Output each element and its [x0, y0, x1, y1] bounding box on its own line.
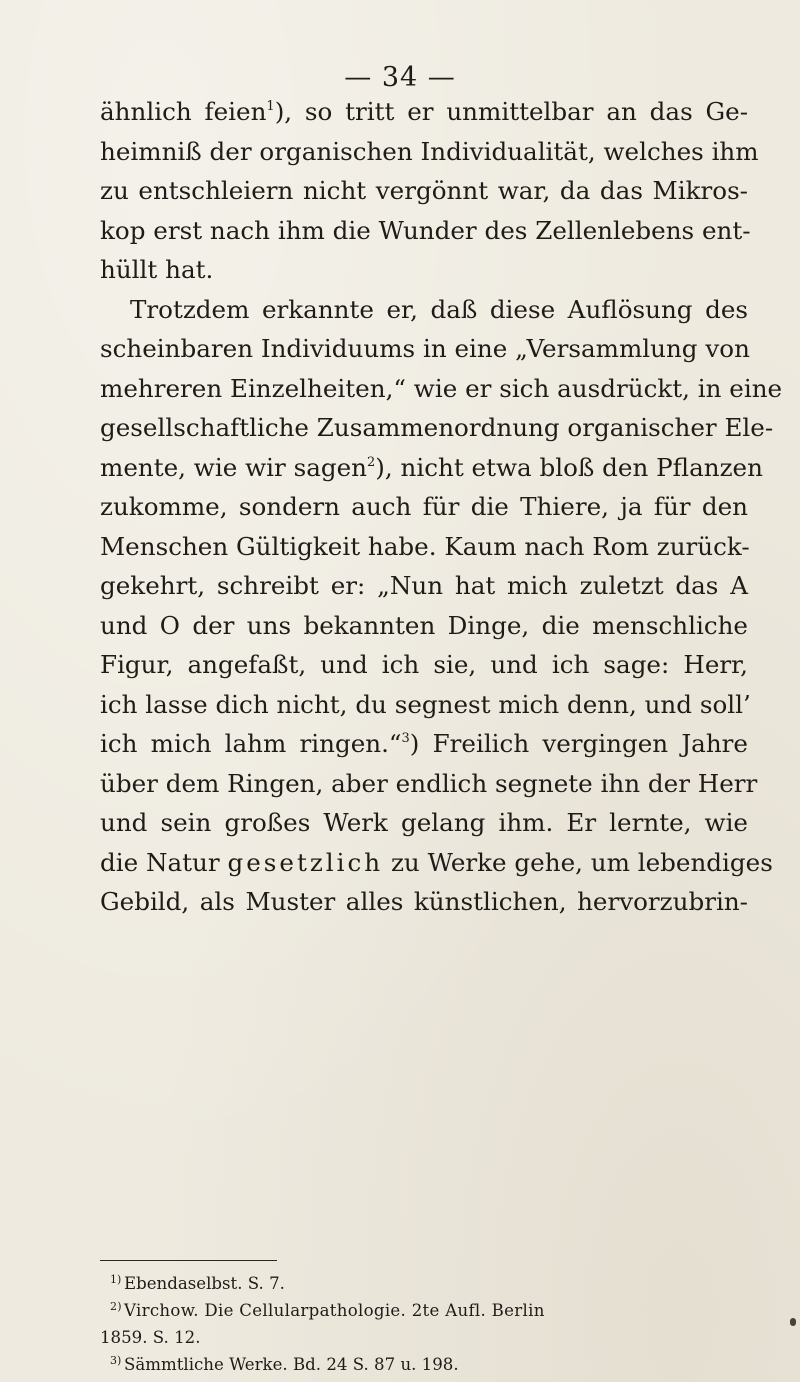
- text-line: gekehrt, schreibt er: „Nun hat mich zuletzt das A: [100, 571, 748, 600]
- text-line: ich mich lahm ringen.“$^3$) Freilich vergingen Jahre: [100, 729, 748, 758]
- text-line: Gebild, als Muster alles künstlichen, hervorzubrin-: [100, 887, 748, 916]
- page-number-header: — 34 —: [344, 62, 456, 93]
- footnote-item: 3) Sämmtliche Werke. Bd. 24 S. 87 u. 198.: [110, 1354, 459, 1374]
- footnote-ref: 1: [266, 99, 275, 114]
- footnote-ref: 2: [367, 454, 376, 470]
- footnote-ref: 3: [401, 731, 410, 746]
- text-line: hüllt hat.: [100, 255, 214, 284]
- text-line: und sein großes Werk gelang ihm. Er lernte, wie: [100, 808, 748, 837]
- footnote-divider: [100, 1260, 277, 1261]
- text-line: Trotzdem erkannte er, daß diese Auflösung des: [130, 294, 748, 324]
- text-line: mente, wie wir sagen$^2$), nicht etwa bloß den Pflanzen: [100, 452, 763, 482]
- text-line: zu entschleiern nicht vergönnt war, da das Mikros-: [100, 176, 748, 205]
- text-line: über dem Ringen, aber endlich segnete ihn der Herr: [100, 768, 758, 798]
- text-line: Menschen Gültigkeit habe. Kaum nach Rom zurück-: [100, 531, 750, 561]
- emphasized-word: gesetzlich: [227, 847, 384, 877]
- text-line: und O der uns bekannten Dinge, die menschliche: [100, 610, 748, 640]
- text-line: Figur, angefaßt, und ich sie, und ich sage: Herr,: [100, 650, 748, 679]
- print-speck: [790, 1318, 796, 1326]
- text-line: ich lasse dich nicht, du segnest mich denn, und soll’: [100, 689, 751, 719]
- text-line: gesellschaftliche Zusammenordnung organischer Ele-: [100, 413, 774, 442]
- main-text: [100, 92, 783, 922]
- text-line: die Natur gesetzlich zu Werke gehe, um lebendiges: [100, 847, 773, 877]
- footnote-item: 1) Ebendaselbst. S. 7.: [110, 1273, 285, 1293]
- text-line: scheinbaren Individuums in eine „Versammlung von: [100, 334, 750, 363]
- text-line: mehreren Einzelheiten,“ wie er sich ausdrückt, in eine: [100, 373, 783, 403]
- footnote-item: 2) Virchow. Die Cellularpathologie. 2te Aufl. Berlin: [110, 1300, 545, 1320]
- footnotes: [100, 1270, 748, 1378]
- footnote-continuation: 1859. S. 12.: [100, 1328, 201, 1347]
- text-line: zukomme, sondern auch für die Thiere, ja für den: [100, 492, 748, 521]
- text-line: ähnlich feien$^1$), so tritt er unmittelbar an das Ge-: [100, 97, 749, 126]
- text-line: heimniß der organischen Individualität, welches ihm: [100, 136, 759, 166]
- text-line: kop erst nach ihm die Wunder des Zellenlebens ent-: [100, 215, 751, 245]
